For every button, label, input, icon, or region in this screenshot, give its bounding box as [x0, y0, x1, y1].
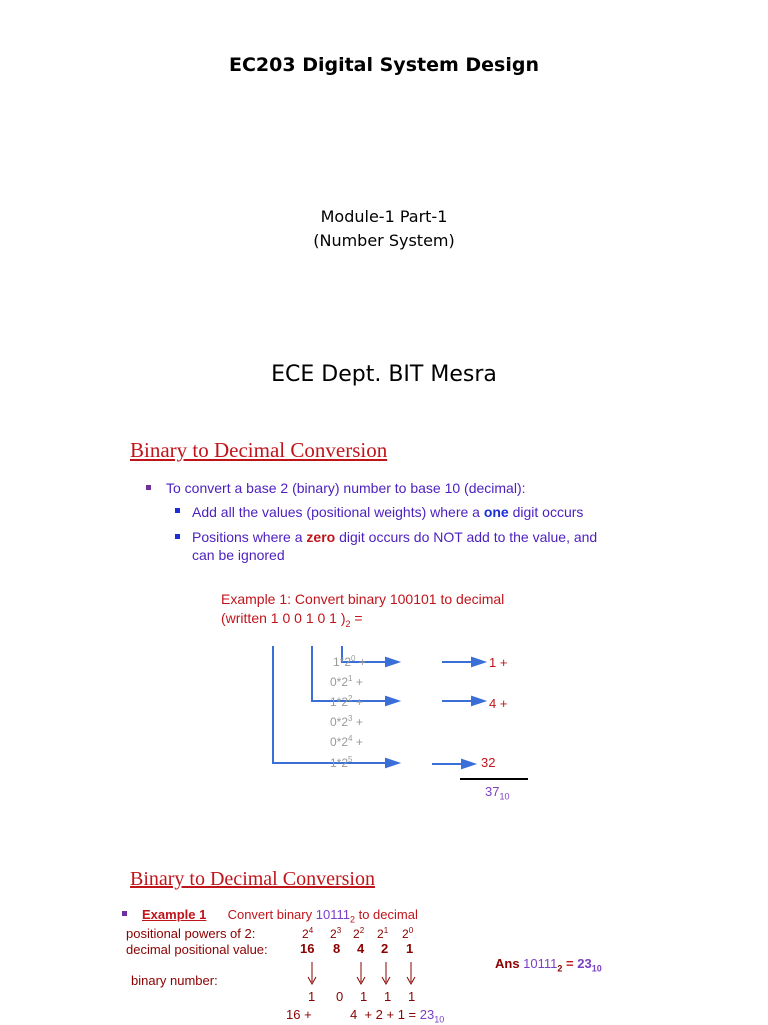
- power-2-1: $2^1$: [377, 926, 389, 941]
- result-32: 32: [481, 755, 496, 770]
- slide1-sub-bullet-2-line2: can be ignored: [192, 547, 285, 563]
- example-label: Example 1: [142, 907, 207, 922]
- decimal-value-16: 16: [300, 941, 315, 956]
- binary-digit-5: 1: [408, 989, 416, 1004]
- binary-digit-4: 1: [384, 989, 392, 1004]
- decimal-label: decimal positional value:: [126, 942, 268, 957]
- power-2-3: $2^3$: [330, 926, 342, 941]
- binary-digit-3: 1: [360, 989, 368, 1004]
- decimal-value-4: 4: [357, 941, 365, 956]
- slide2-example-line: Example 1 Convert binary $10111_2$ to decimal: [142, 907, 418, 925]
- binary-digit-1: 1: [308, 989, 316, 1004]
- slide1-sub-bullet-1: Add all the values (positional weights) where a one digit occurs: [192, 504, 584, 520]
- slide1-heading: Binary to Decimal Conversion: [130, 438, 388, 462]
- powers-label: positional powers of 2:: [126, 926, 256, 941]
- power-2-0: $2^0$: [402, 926, 414, 941]
- sum-sixteen: 16 +: [286, 1007, 312, 1022]
- decimal-value-1: 1: [406, 941, 414, 956]
- power-2-2: $2^2$: [353, 926, 365, 941]
- result-1: 1 +: [489, 655, 508, 670]
- total-37: $37_{10}$: [485, 784, 510, 802]
- term-1: $0*2^1$ +: [330, 674, 363, 689]
- term-0: $1*2^0$ +: [333, 654, 366, 669]
- decimal-value-8: 8: [333, 941, 341, 956]
- term-5: $1*2^5$: [330, 755, 353, 770]
- department-label: ECE Dept. BIT Mesra: [271, 362, 497, 387]
- term-4: $0*2^4$ +: [330, 734, 363, 749]
- slide1-bullet-main: To convert a base 2 (binary) number to base 10 (decimal):: [166, 480, 526, 496]
- answer: Ans $10111_2 = 23_{10}$: [495, 956, 602, 974]
- result-4: 4 +: [489, 696, 508, 711]
- binary-label: binary number:: [131, 973, 218, 988]
- example1-title: Example 1: Convert binary 100101 to decimal: [221, 591, 505, 607]
- topic-label: (Number System): [313, 231, 455, 250]
- slide2-heading: Binary to Decimal Conversion: [130, 868, 375, 890]
- term-3: $0*2^3$ +: [330, 714, 363, 729]
- sum-expression: $4 + 2 + 1 = 23_{10}$: [350, 1007, 445, 1025]
- power-2-4: $2^4$: [302, 926, 314, 941]
- term-2: $1*2^2$ +: [330, 694, 363, 709]
- module-label: Module-1 Part-1: [320, 207, 448, 226]
- slide1-sub-bullet-2: Positions where a zero digit occurs do NOT add to the value, and: [192, 529, 598, 545]
- binary-digit-2: 0: [336, 989, 344, 1004]
- example1-written: (written 1 0 0 1 0 1 )$_2$ =: [221, 610, 363, 629]
- course-title: EC203 Digital System Design: [229, 54, 539, 76]
- decimal-value-2: 2: [381, 941, 389, 956]
